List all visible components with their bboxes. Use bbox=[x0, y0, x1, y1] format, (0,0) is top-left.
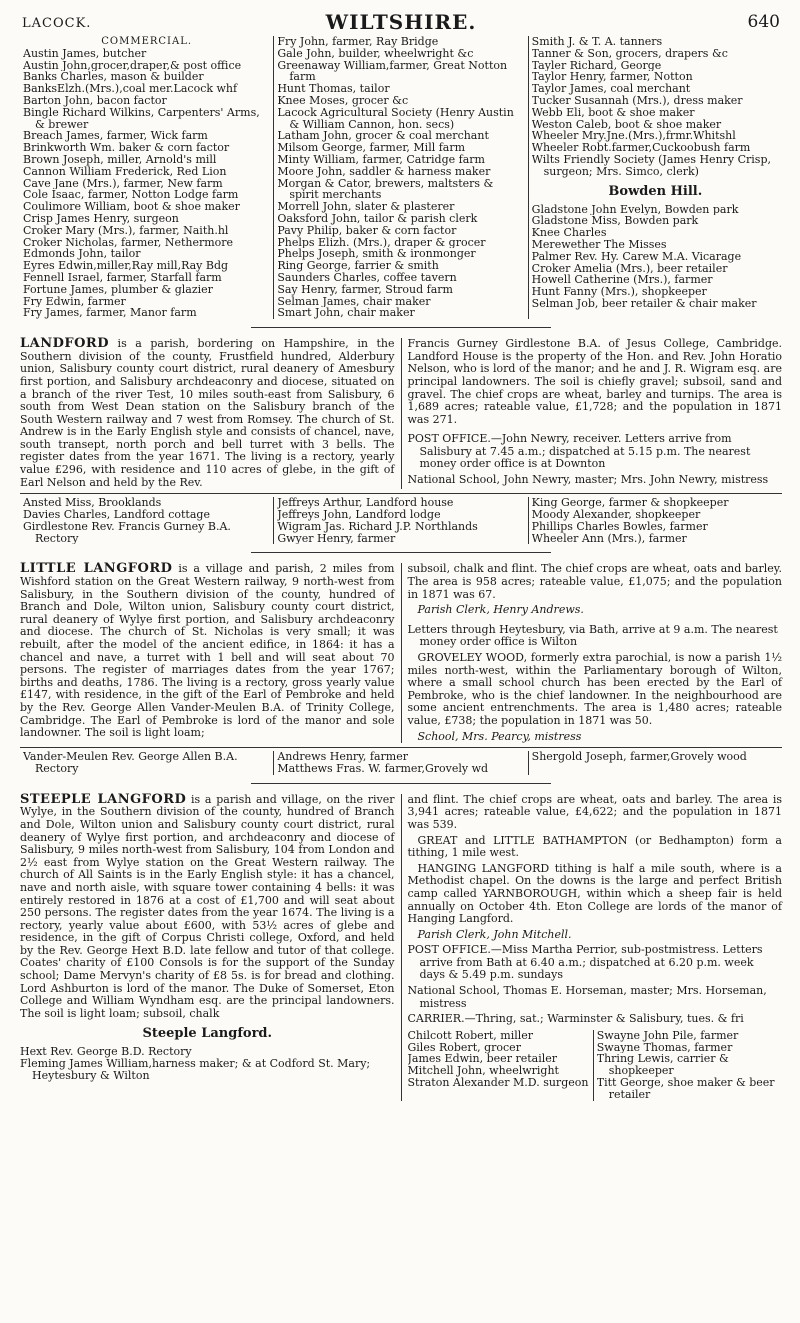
directory-entry: Gwyer Henry, farmer bbox=[277, 532, 396, 545]
steeple-langford-heading: STEEPLE LANGFORD bbox=[20, 791, 187, 807]
directory-entry: Wigram Jas. Richard J.P. Northlands bbox=[277, 520, 478, 533]
directory-entry: Knee Moses, grocer &c bbox=[277, 94, 409, 107]
little-langford-left-column bbox=[20, 563, 401, 743]
directory-entry: Fleming James William,harness maker; & at Codford St. Mary; Heytesbury & Wilton bbox=[20, 1058, 371, 1082]
lacock-column-1 bbox=[20, 36, 273, 319]
directory-entry: Banks Charles, mason & builder bbox=[23, 71, 204, 84]
directory-entry: Jeffreys Arthur, Landford house bbox=[277, 497, 454, 510]
directory-entry: Ansted Miss, Brooklands bbox=[23, 497, 162, 510]
directory-entry: Tanner & Son, grocers, drapers &c bbox=[531, 47, 728, 60]
divider bbox=[20, 747, 782, 748]
steeple-langford-section bbox=[20, 791, 782, 1101]
section-divider bbox=[251, 552, 551, 553]
landford-directory bbox=[20, 497, 782, 544]
directory-entry-list bbox=[532, 204, 779, 310]
directory-entry: Fry Edwin, farmer bbox=[23, 295, 126, 308]
directory-entry: Latham John, grocer & coal merchant bbox=[277, 130, 489, 143]
steeple-langford-parish-clerk: Parish Clerk, John Mitchell. bbox=[417, 927, 572, 941]
directory-entry: Oaksford John, tailor & parish clerk bbox=[277, 212, 478, 225]
little-langford-right-column bbox=[401, 563, 783, 743]
directory-entry-list bbox=[532, 36, 779, 178]
steeple-langford-description: STEEPLE LANGFORD is a parish and village, on the river Wylye, in the Southern division of the county, hundred of Branch and Dole, Wilton union and Salisbury county court district, rural deanery of Wylye first portion, and archdeaconry and diocese of Salisbury, 9 miles north-west from Salisbury, 104 from London and 2½ east from Wylye station on the Great Western railway. The church of All Saints is in the Early English style: it has a chancel, nave and north aisle, with square tower containing 4 bells: it was entirely restored in 1876 at a cost of £1,700 and will seat about 250 persons. The register dates from the year 1674. The living is a rectory, yearly value about £600, with 53½ acres of glebe and residence, in the gift of Corpus Christi college, Oxford, and held by the Rev. George Hext B.D. late fellow and tutor of that college. Coates' charity of £100 Consols is for the support of the Sunday school; Dame Mervyn's charity of £8 5s. is for bread and clothing. Lord Ashburton is lord of the manor. The Duke of Somerset, Eton College and William Wyndham esq. are the principal landowners. The soil is light loam; subsoil, chalk bbox=[20, 791, 395, 1020]
lacock-column-3 bbox=[528, 36, 782, 319]
directory-entry: Saunders Charles, coffee tavern bbox=[277, 271, 457, 284]
directory-entry-list bbox=[277, 36, 524, 319]
directory-entry: Swayne John Pile, farmer bbox=[596, 1029, 739, 1042]
directory-entry: Giles Robert, grocer bbox=[407, 1041, 521, 1054]
directory-entry: Cannon William Frederick, Red Lion bbox=[23, 165, 227, 178]
directory-entry: Bingle Richard Wilkins, Carpenters' Arms, & brewer bbox=[23, 106, 260, 131]
directory-entry: Davies Charles, Landford cottage bbox=[23, 509, 210, 521]
directory-entry: Girdlestone Rev. Francis Gurney B.A. Rectory bbox=[23, 520, 231, 545]
little-langford-letters: Letters through Heytesbury, via Bath, arrive at 9 a.m. The nearest money order office is Wilton bbox=[407, 622, 778, 649]
groveley-wood: GROVELEY WOOD, formerly extra parochial, is now a parish 1½ miles north-west, within the Parliamentary borough of Wilton, where a small school church has been erected by the Earl of Pembroke, who is the chief landowner. In the neighbourhood are some ancient entrenchments. The area is 1,480 acres; rateable value, £738; the population in 1871 was 50. bbox=[407, 651, 782, 727]
directory-entry: Cave Jane (Mrs.), farmer, New farm bbox=[23, 177, 223, 190]
directory-entry: Taylor Henry, farmer, Notton bbox=[531, 71, 693, 84]
directory-entry: Greenaway William,farmer, Great Notton farm bbox=[277, 59, 508, 84]
steeple-langford-description-cont: and flint. The chief crops are wheat, oats and barley. The area is 3,941 acres; rateable value, £4,622; and the population in 1871 was 539. bbox=[407, 792, 782, 831]
directory-entry: Phelps Elizh. (Mrs.), draper & grocer bbox=[277, 236, 486, 249]
directory-entry: Fortune James, plumber & glazier bbox=[23, 283, 213, 296]
section-divider bbox=[251, 783, 551, 784]
divider bbox=[20, 493, 782, 494]
bathampton-tithing: GREAT and LITTLE BATHAMPTON (or Bedhampton) form a tithing, 1 mile west. bbox=[407, 833, 782, 860]
directory-entry: Hunt Thomas, tailor bbox=[277, 83, 390, 95]
directory-entry: Edmonds John, tailor bbox=[23, 248, 141, 261]
landford-heading: LANDFORD bbox=[20, 336, 110, 352]
directory-entry: Palmer Rev. Hy. Carew M.A. Vicarage bbox=[531, 250, 742, 263]
landford-section bbox=[20, 338, 782, 489]
directory-entry: Brown Joseph, miller, Arnold's mill bbox=[23, 153, 217, 166]
directory-entry-list bbox=[23, 751, 270, 775]
steeple-langford-directory bbox=[408, 1030, 783, 1101]
directory-entry: Taylor James, coal merchant bbox=[531, 83, 691, 95]
directory-entry: Knee Charles bbox=[531, 227, 607, 239]
steeple-langford-directory-heading: Steeple Langford. bbox=[142, 1026, 273, 1042]
bowden-hill-heading: Bowden Hill. bbox=[608, 183, 703, 199]
directory-entry: Wilts Friendly Society (James Henry Crisp, surgeon; Mrs. Simco, clerk) bbox=[531, 153, 771, 178]
directory-entry: Thring Lewis, carrier & shopkeeper bbox=[596, 1053, 729, 1078]
directory-entry-list bbox=[532, 497, 779, 544]
directory-entry: Croker Nicholas, farmer, Nethermore bbox=[23, 236, 234, 249]
directory-entry: Breach James, farmer, Wick farm bbox=[23, 130, 208, 143]
little-langford-description-cont: subsoil, chalk and flint. The chief crops are wheat, oats and barley. The area is 958 acres; rateable value, £1,075; and the population in 1871 was 67. bbox=[407, 562, 782, 601]
directory-entry: Moore John, saddler & harness maker bbox=[277, 165, 491, 178]
steeple-langford-right-column bbox=[401, 794, 783, 1101]
directory-entry: Say Henry, farmer, Stroud farm bbox=[277, 283, 453, 296]
little-langford-heading: LITTLE LANGFORD bbox=[20, 561, 173, 577]
landford-right-column bbox=[401, 338, 783, 489]
directory-entry: Gale John, builder, wheelwright &c bbox=[277, 47, 474, 60]
directory-entry: Tucker Susannah (Mrs.), dress maker bbox=[531, 94, 743, 107]
directory-entry-list bbox=[23, 48, 270, 319]
directory-entry: Milsom George, farmer, Mill farm bbox=[277, 142, 466, 154]
directory-entry: Chilcott Robert, miller bbox=[407, 1029, 534, 1042]
directory-entry: Barton John, bacon factor bbox=[23, 94, 167, 107]
directory-entry: Austin James, butcher bbox=[23, 47, 147, 60]
directory-entry: Fry John, farmer, Ray Bridge bbox=[277, 36, 439, 48]
directory-entry: Cole Isaac, farmer, Notton Lodge farm bbox=[23, 189, 239, 202]
directory-entry: Croker Amelia (Mrs.), beer retailer bbox=[531, 262, 728, 275]
directory-entry: Gladstone John Evelyn, Bowden park bbox=[531, 203, 739, 216]
directory-entry: Matthews Fras. W. farmer,Grovely wd bbox=[277, 762, 489, 775]
directory-entry: Eyres Edwin,miller,Ray mill,Ray Bdg bbox=[23, 260, 229, 272]
directory-entry: Howell Catherine (Mrs.), farmer bbox=[531, 274, 713, 287]
directory-entry: Morrell John, slater & plasterer bbox=[277, 201, 455, 213]
page-number: 640 bbox=[747, 12, 780, 32]
directory-entry: Wheeler Ann (Mrs.), farmer bbox=[531, 532, 687, 545]
landford-description-cont: Francis Gurney Girdlestone B.A. of Jesus College, Cambridge. Landford House is the property of the Hon. and Rev. John Horatio Nelson, who is lord of the manor; and he and J. R. Wigram esq. are principal landowners. The soil is chiefly gravel; subsoil, sand and gravel. The chief crops are wheat, barley and turnips. The area is 1,689 acres; rateable value, £1,728; and the population in 1871 was 271. bbox=[407, 337, 782, 426]
directory-entry-list bbox=[23, 497, 270, 544]
landford-school: National School, John Newry, master; Mrs. John Newry, mistress bbox=[407, 473, 769, 487]
directory-entry: Croker Mary (Mrs.), farmer, Naith.hl bbox=[23, 224, 229, 237]
directory-entry-list bbox=[277, 497, 524, 544]
directory-entry: James Edwin, beer retailer bbox=[407, 1053, 557, 1066]
page-title: WILTSHIRE. bbox=[325, 10, 477, 34]
directory-entry: BanksElzh.(Mrs.),coal mer.Lacock whf bbox=[23, 83, 238, 95]
directory-entry: Titt George, shoe maker & beer retailer bbox=[596, 1077, 775, 1101]
directory-entry: Vander-Meulen Rev. George Allen B.A. Rectory bbox=[23, 751, 238, 775]
directory-entry: King George, farmer & shopkeeper bbox=[531, 497, 729, 510]
running-head-left: LACOCK. bbox=[22, 16, 92, 31]
landford-description: LANDFORD is a parish, bordering on Hampshire, in the Southern division of the county, Frustfield hundred, Alderbury union, Salisbury county court district, rural deanery of Amesbury first portion, and Salisbury archdeaconry and diocese, situated on a branch of the river Test, 10 miles south-east from Salisbury, 6 south from West Dean station on the Salisbury branch of the South Western railway and 7 west from Romsey. The church of St. Andrew is in the Early English style and consists of chancel, nave, south transept, north porch and bell turret with 3 bells. The register dates from the year 1671. The living is a rectory, yearly value £296, with residence and 110 acres of glebe, in the gift of Earl Nelson and held by the Rev. bbox=[20, 336, 395, 489]
landford-left-column bbox=[20, 338, 401, 489]
directory-entry: Straton Alexander M.D. surgeon bbox=[407, 1077, 589, 1089]
little-langford-description: LITTLE LANGFORD is a village and parish, 2 miles from Wishford station on the Great Western railway, 9 north-west from Salisbury, in the Southern division of the county, hundred of Branch and Dole, Wilton union, Salisbury county court district, rural deanery of Wylye first portion, and Salisbury archdeaconry and diocese. The church of St. Nicholas is very small; it was rebuilt, after the model of the ancient edifice, in 1864: it has a chancel and nave, a turret with 1 bell and will seat about 70 persons. The register of marriages dates from the year 1767; births and deaths, 1786. The living is a rectory, gross yearly value £147, with residence, in the gift of the Earl of Pembroke and held by the Rev. George Allen Vander-Meulen B.A. of Trinity College, Cambridge. The Earl of Pembroke is lord of the manor and sole landowner. The soil is light loam; bbox=[20, 561, 395, 740]
little-langford-school: School, Mrs. Pearcy, mistress bbox=[417, 729, 582, 743]
directory-entry: Crisp James Henry, surgeon bbox=[23, 212, 179, 225]
directory-entry-list bbox=[277, 751, 524, 775]
page-header bbox=[20, 6, 782, 36]
directory-entry: Webb Eli, boot & shoe maker bbox=[531, 106, 695, 119]
directory-entry: Hunt Fanny (Mrs.), shopkeeper bbox=[531, 286, 707, 298]
directory-entry: Jeffreys John, Landford lodge bbox=[277, 509, 441, 521]
directory-entry-list bbox=[532, 751, 779, 763]
directory-entry: Lacock Agricultural Society (Henry Austin & William Cannon, hon. secs) bbox=[277, 106, 514, 131]
landford-post-office: POST OFFICE.—John Newry, receiver. Letters arrive from Salisbury at 7.45 a.m.; dispatched at 5.15 p.m. The nearest money order office is at Downton bbox=[407, 432, 751, 471]
little-langford-parish-clerk: Parish Clerk, Henry Andrews. bbox=[417, 603, 584, 617]
directory-entry: Fry James, farmer, Manor farm bbox=[23, 307, 197, 320]
directory-entry: Pavy Philip, baker & corn factor bbox=[277, 224, 457, 237]
directory-entry: Phelps Joseph, smith & ironmonger bbox=[277, 248, 476, 261]
steeple-langford-left-column bbox=[20, 791, 401, 1101]
directory-entry: Phillips Charles Bowles, farmer bbox=[531, 520, 708, 533]
directory-entry: Tayler Richard, George bbox=[531, 59, 662, 72]
steeple-langford-school: National School, Thomas E. Horseman, master; Mrs. Horseman, mistress bbox=[407, 984, 767, 1010]
directory-entry-list bbox=[408, 1030, 590, 1089]
directory-entry: Austin John,grocer,draper,& post office bbox=[23, 59, 242, 72]
directory-entry: Merewether The Misses bbox=[531, 238, 667, 251]
directory-entry: Shergold Joseph, farmer,Grovely wood bbox=[531, 751, 747, 763]
directory-entry-list bbox=[597, 1030, 779, 1101]
directory-entry: Selman Job, beer retailer & chair maker bbox=[531, 297, 757, 310]
directory-entry: Swayne Thomas, farmer bbox=[596, 1041, 733, 1054]
directory-entry: Fennell Israel, farmer, Starfall farm bbox=[23, 271, 222, 284]
directory-entry: Mitchell John, wheelwright bbox=[407, 1065, 559, 1078]
directory-entry: Selman James, chair maker bbox=[277, 295, 431, 308]
commercial-heading: COMMERCIAL. bbox=[101, 36, 193, 47]
directory-entry: Gladstone Miss, Bowden park bbox=[531, 215, 699, 228]
directory-entry: Smart John, chair maker bbox=[277, 307, 415, 320]
directory-entry-list bbox=[20, 1046, 395, 1081]
directory-entry: Ring George, farrier & smith bbox=[277, 260, 439, 272]
steeple-langford-post-office: POST OFFICE.—Miss Martha Perrior, sub-postmistress. Letters arrive from Bath at 6.40 a.m.; dispatched at 6.20 p.m. week days & 5.49 p.m. sundays bbox=[407, 943, 763, 982]
directory-entry: Hext Rev. George B.D. Rectory bbox=[20, 1046, 192, 1059]
directory-entry: Wheeler Robt.farmer,Cuckoobush farm bbox=[531, 142, 751, 154]
directory-entry: Morgan & Cator, brewers, maltsters & spirit merchants bbox=[277, 177, 494, 202]
directory-entry: Moody Alexander, shopkeeper bbox=[531, 509, 701, 521]
directory-entry: Coulimore William, boot & shoe maker bbox=[23, 201, 240, 213]
directory-entry: Andrews Henry, farmer bbox=[277, 751, 409, 763]
directory-entry: Smith J. & T. A. tanners bbox=[531, 36, 663, 48]
lacock-directory bbox=[20, 36, 782, 319]
directory-entry: Brinkworth Wm. baker & corn factor bbox=[23, 142, 230, 154]
directory-entry: Minty William, farmer, Catridge farm bbox=[277, 153, 485, 166]
little-langford-section bbox=[20, 563, 782, 743]
section-divider bbox=[251, 327, 551, 328]
little-langford-directory bbox=[20, 751, 782, 775]
lacock-column-2 bbox=[273, 36, 527, 319]
hanging-langford: HANGING LANGFORD tithing is half a mile south, where is a Methodist chapel. On the downs is the large and perfect British camp called YARNBOROUGH, within which a sheep fair is held annually on October 4th. Eton College are lords of the manor of Hanging Langford. bbox=[407, 861, 782, 926]
directory-entry: Wheeler Mry.Jne.(Mrs.),frmr.Whitshl bbox=[531, 130, 736, 143]
steeple-langford-carrier: CARRIER.—Thring, sat.; Warminster & Salisbury, tues. & fri bbox=[407, 1012, 744, 1026]
directory-entry: Weston Caleb, boot & shoe maker bbox=[531, 118, 722, 131]
